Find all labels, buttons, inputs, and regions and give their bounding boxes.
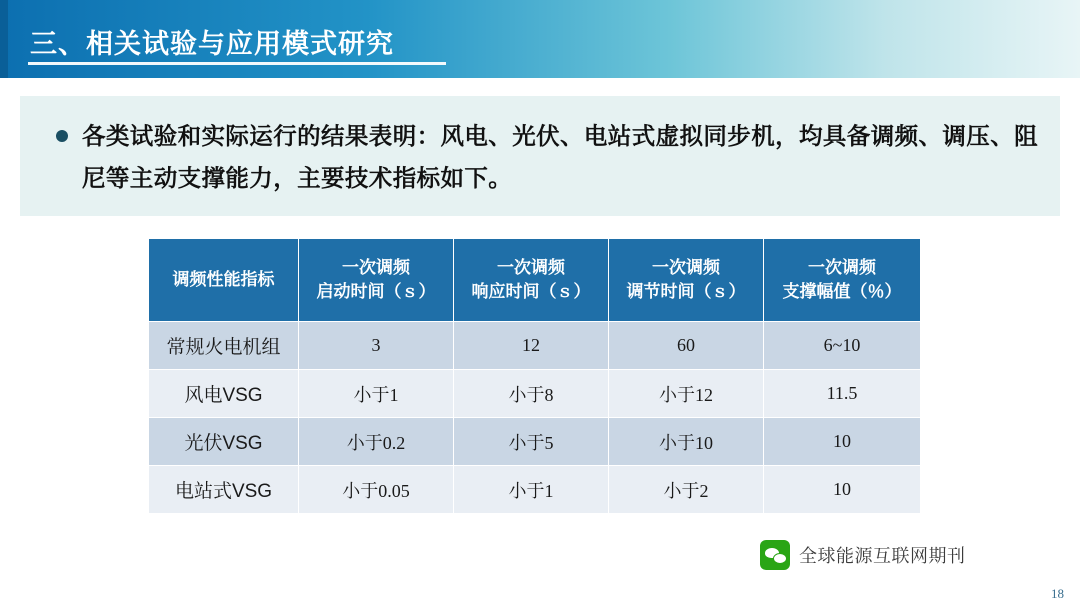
header-accent-bar: [0, 0, 8, 78]
table-header-cell-0: [149, 239, 299, 322]
table-row: [149, 322, 921, 370]
wechat-icon: [760, 540, 790, 570]
table-cell: 小于5: [454, 418, 609, 466]
header-underline: [28, 62, 446, 65]
table-cell: 10: [764, 418, 921, 466]
table-header-row: [149, 239, 921, 322]
table-row-label: 常规火电机组: [149, 322, 299, 370]
table-cell: 小于1: [299, 370, 454, 418]
table-header-cell-1: [299, 239, 454, 322]
footer-account-name: 全球能源互联网期刊: [799, 546, 966, 566]
table-header-line1: 一次调频: [652, 258, 720, 277]
table-cell: 小于0.2: [299, 418, 454, 466]
table-cell: 10: [764, 466, 921, 514]
table-header-cell-4: [764, 239, 921, 322]
table-header-line2: 支撑幅值（％）: [782, 282, 902, 301]
table-row: [149, 418, 921, 466]
table-header-line1: 一次调频: [497, 258, 565, 277]
table-cell: 60: [609, 322, 764, 370]
table-header-line1: 调频性能指标: [172, 270, 275, 289]
table-cell: 3: [299, 322, 454, 370]
table-header-line2: 启动时间（ｓ）: [316, 282, 436, 301]
table-cell: 小于8: [454, 370, 609, 418]
table-cell: 6~10: [764, 322, 921, 370]
bullet-dot-icon: [56, 130, 68, 142]
footer-account: [760, 540, 966, 570]
table-header-line1: 一次调频: [342, 258, 410, 277]
bullet-text-box: [20, 96, 1060, 216]
bullet-paragraph: 各类试验和实际运行的结果表明：风电、光伏、电站式虚拟同步机，均具备调频、调压、阻尼等主动支撑能力，主要技术指标如下。: [82, 123, 1038, 191]
table-cell: 小于2: [609, 466, 764, 514]
table-cell: 11.5: [764, 370, 921, 418]
table-cell: 12: [454, 322, 609, 370]
table-header-cell-3: [609, 239, 764, 322]
table-row-label: 风电VSG: [149, 370, 299, 418]
table-row-label: 电站式VSG: [149, 466, 299, 514]
table-cell: 小于12: [609, 370, 764, 418]
table-row-label: 光伏VSG: [149, 418, 299, 466]
table-header-line2: 响应时间（ｓ）: [471, 282, 591, 301]
spec-table-wrapper: [148, 238, 920, 514]
table-cell: 小于1: [454, 466, 609, 514]
table-header-line2: 调节时间（ｓ）: [626, 282, 746, 301]
table-cell: 小于10: [609, 418, 764, 466]
page-number: 18: [1051, 586, 1064, 601]
table-header-line1: 一次调频: [808, 258, 876, 277]
spec-table: [148, 238, 921, 514]
table-row: [149, 466, 921, 514]
table-row: [149, 370, 921, 418]
table-header-cell-2: [454, 239, 609, 322]
table-cell: 小于0.05: [299, 466, 454, 514]
slide-header-band: [0, 0, 1080, 78]
page-title: 三、相关试验与应用模式研究: [30, 29, 394, 59]
